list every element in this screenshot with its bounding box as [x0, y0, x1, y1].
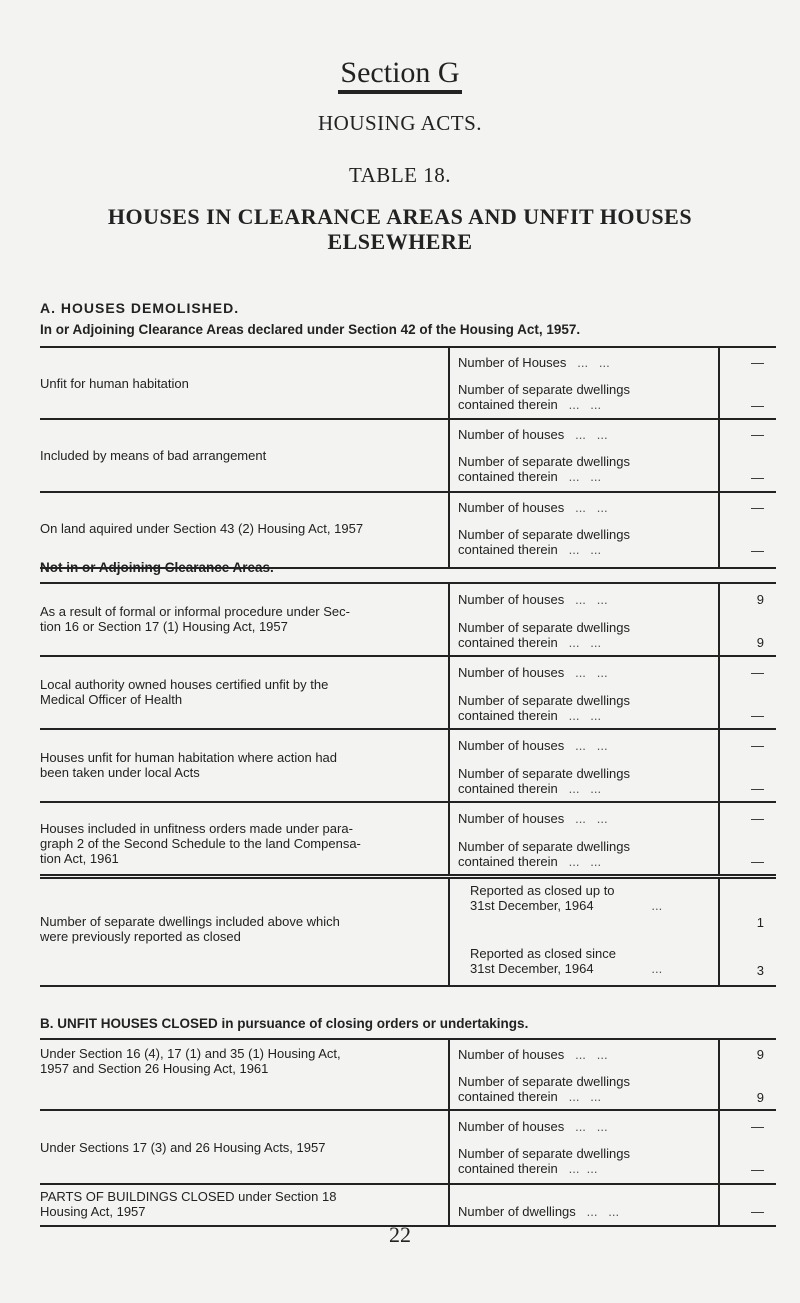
dwellings-label: Number of separate dwellings contained therein ... ...	[458, 454, 630, 484]
row-description: Houses included in unfitness orders made under para- graph 2 of the Second Schedule to the land Compensa- tion Act, 1961	[40, 821, 361, 866]
dwellings-label: Number of separate dwellings contained therein ... ...	[458, 693, 630, 723]
table-row	[40, 419, 776, 492]
part-a-subheading: In or Adjoining Clearance Areas declared under Section 42 of the Housing Act, 1957.	[40, 322, 581, 337]
dwellings-value: —	[751, 398, 764, 413]
dwellings-value: —	[751, 543, 764, 558]
table-row	[40, 878, 776, 986]
dwellings-value: 9	[756, 1090, 764, 1105]
reported-up-to-value: 1	[756, 915, 764, 930]
section-title: Section G	[0, 56, 800, 90]
houses-label: Number of houses ... ...	[458, 500, 608, 515]
reported-since-label: Reported as closed since 31st December, 1964 ...	[470, 946, 663, 976]
houses-value: 9	[756, 592, 764, 607]
reported-up-to-label: Reported as closed up to 31st December, 1964 ...	[470, 883, 663, 913]
dwellings-label: Number of dwellings ... ...	[458, 1204, 620, 1219]
houses-label: Number of houses ... ...	[458, 738, 608, 753]
dwellings-label: Number of separate dwellings contained therein ... ...	[458, 1146, 630, 1176]
row-description: Houses unfit for human habitation where action had been taken under local Acts	[40, 750, 338, 780]
table-row	[40, 492, 776, 568]
houses-value: —	[751, 1119, 764, 1134]
table-row	[40, 1184, 776, 1226]
dwellings-label: Number of separate dwellings contained therein ... ...	[458, 839, 630, 869]
dwellings-value: —	[751, 854, 764, 869]
houses-value: —	[751, 665, 764, 680]
table-row	[40, 347, 776, 419]
part-a-heading: A. HOUSES DEMOLISHED.	[40, 300, 240, 316]
houses-label: Number of houses ... ...	[458, 592, 608, 607]
row-description: Under Section 16 (4), 17 (1) and 35 (1) Housing Act, 1957 and Section 26 Housing Act, 1961	[40, 1046, 341, 1076]
houses-value: —	[751, 355, 764, 370]
page-number: 22	[389, 1222, 411, 1247]
houses-value: —	[751, 811, 764, 826]
table-row	[40, 1110, 776, 1184]
table-row	[40, 656, 776, 729]
acts-title: HOUSING ACTS.	[317, 111, 483, 135]
table-label: TABLE 18.	[349, 163, 451, 187]
table-row	[40, 1039, 776, 1110]
row-description: Unfit for human habitation	[40, 376, 189, 391]
houses-value: —	[751, 427, 764, 442]
houses-label: Number of houses ... ...	[458, 1119, 608, 1134]
houses-label: Number of houses ... ...	[458, 427, 608, 442]
not-adjoining-heading: Not in or Adjoining Clearance Areas.	[40, 560, 274, 575]
dwellings-label: Number of separate dwellings contained therein ... ...	[458, 382, 630, 412]
houses-value: 9	[756, 1047, 764, 1062]
table-row	[40, 729, 776, 802]
row-description: Local authority owned houses certified unfit by the Medical Officer of Health	[40, 677, 329, 707]
row-description: Included by means of bad arrangement	[40, 448, 267, 463]
dwellings-value: —	[751, 1204, 764, 1219]
dwellings-label: Number of separate dwellings contained therein ... ...	[458, 766, 630, 796]
row-description: As a result of formal or informal procedure under Sec- tion 16 or Section 17 (1) Housing Act, 1957	[40, 604, 350, 634]
dwellings-label: Number of separate dwellings contained therein ... ...	[458, 1074, 630, 1104]
table-previously-reported	[40, 877, 776, 987]
houses-label: Number of houses ... ...	[458, 665, 608, 680]
houses-label: Number of houses ... ...	[458, 811, 608, 826]
row-description: Number of separate dwellings included above which were previously reported as closed	[40, 914, 340, 944]
main-title	[0, 204, 800, 254]
table-row	[40, 583, 776, 656]
dwellings-value: —	[751, 781, 764, 796]
row-description: On land aquired under Section 43 (2) Housing Act, 1957	[40, 521, 364, 536]
dwellings-label: Number of separate dwellings contained therein ... ...	[458, 620, 630, 650]
dwellings-value: —	[751, 1162, 764, 1177]
houses-value: —	[751, 738, 764, 753]
table-row	[40, 802, 776, 875]
table-a	[40, 346, 776, 569]
main-title-line-1: HOUSES IN CLEARANCE AREAS AND UNFIT HOUSES	[107, 204, 693, 229]
main-title-line-2: ELSEWHERE	[327, 229, 473, 254]
dwellings-value: —	[751, 708, 764, 723]
dwellings-label: Number of separate dwellings contained therein ... ...	[458, 527, 630, 557]
table-b	[40, 1038, 776, 1227]
dwellings-value: 9	[756, 635, 764, 650]
row-description: PARTS OF BUILDINGS CLOSED under Section 18 Housing Act, 1957	[40, 1189, 337, 1219]
dwellings-value: —	[751, 470, 764, 485]
houses-value: —	[751, 500, 764, 515]
houses-label: Number of houses ... ...	[458, 1047, 608, 1062]
row-description: Under Sections 17 (3) and 26 Housing Acts, 1957	[40, 1140, 326, 1155]
reported-since-value: 3	[756, 963, 764, 978]
part-b-heading: B. UNFIT HOUSES CLOSED in pursuance of closing orders or undertakings.	[40, 1016, 529, 1031]
table-not-adjoining	[40, 582, 776, 876]
houses-label: Number of Houses ... ...	[458, 355, 610, 370]
